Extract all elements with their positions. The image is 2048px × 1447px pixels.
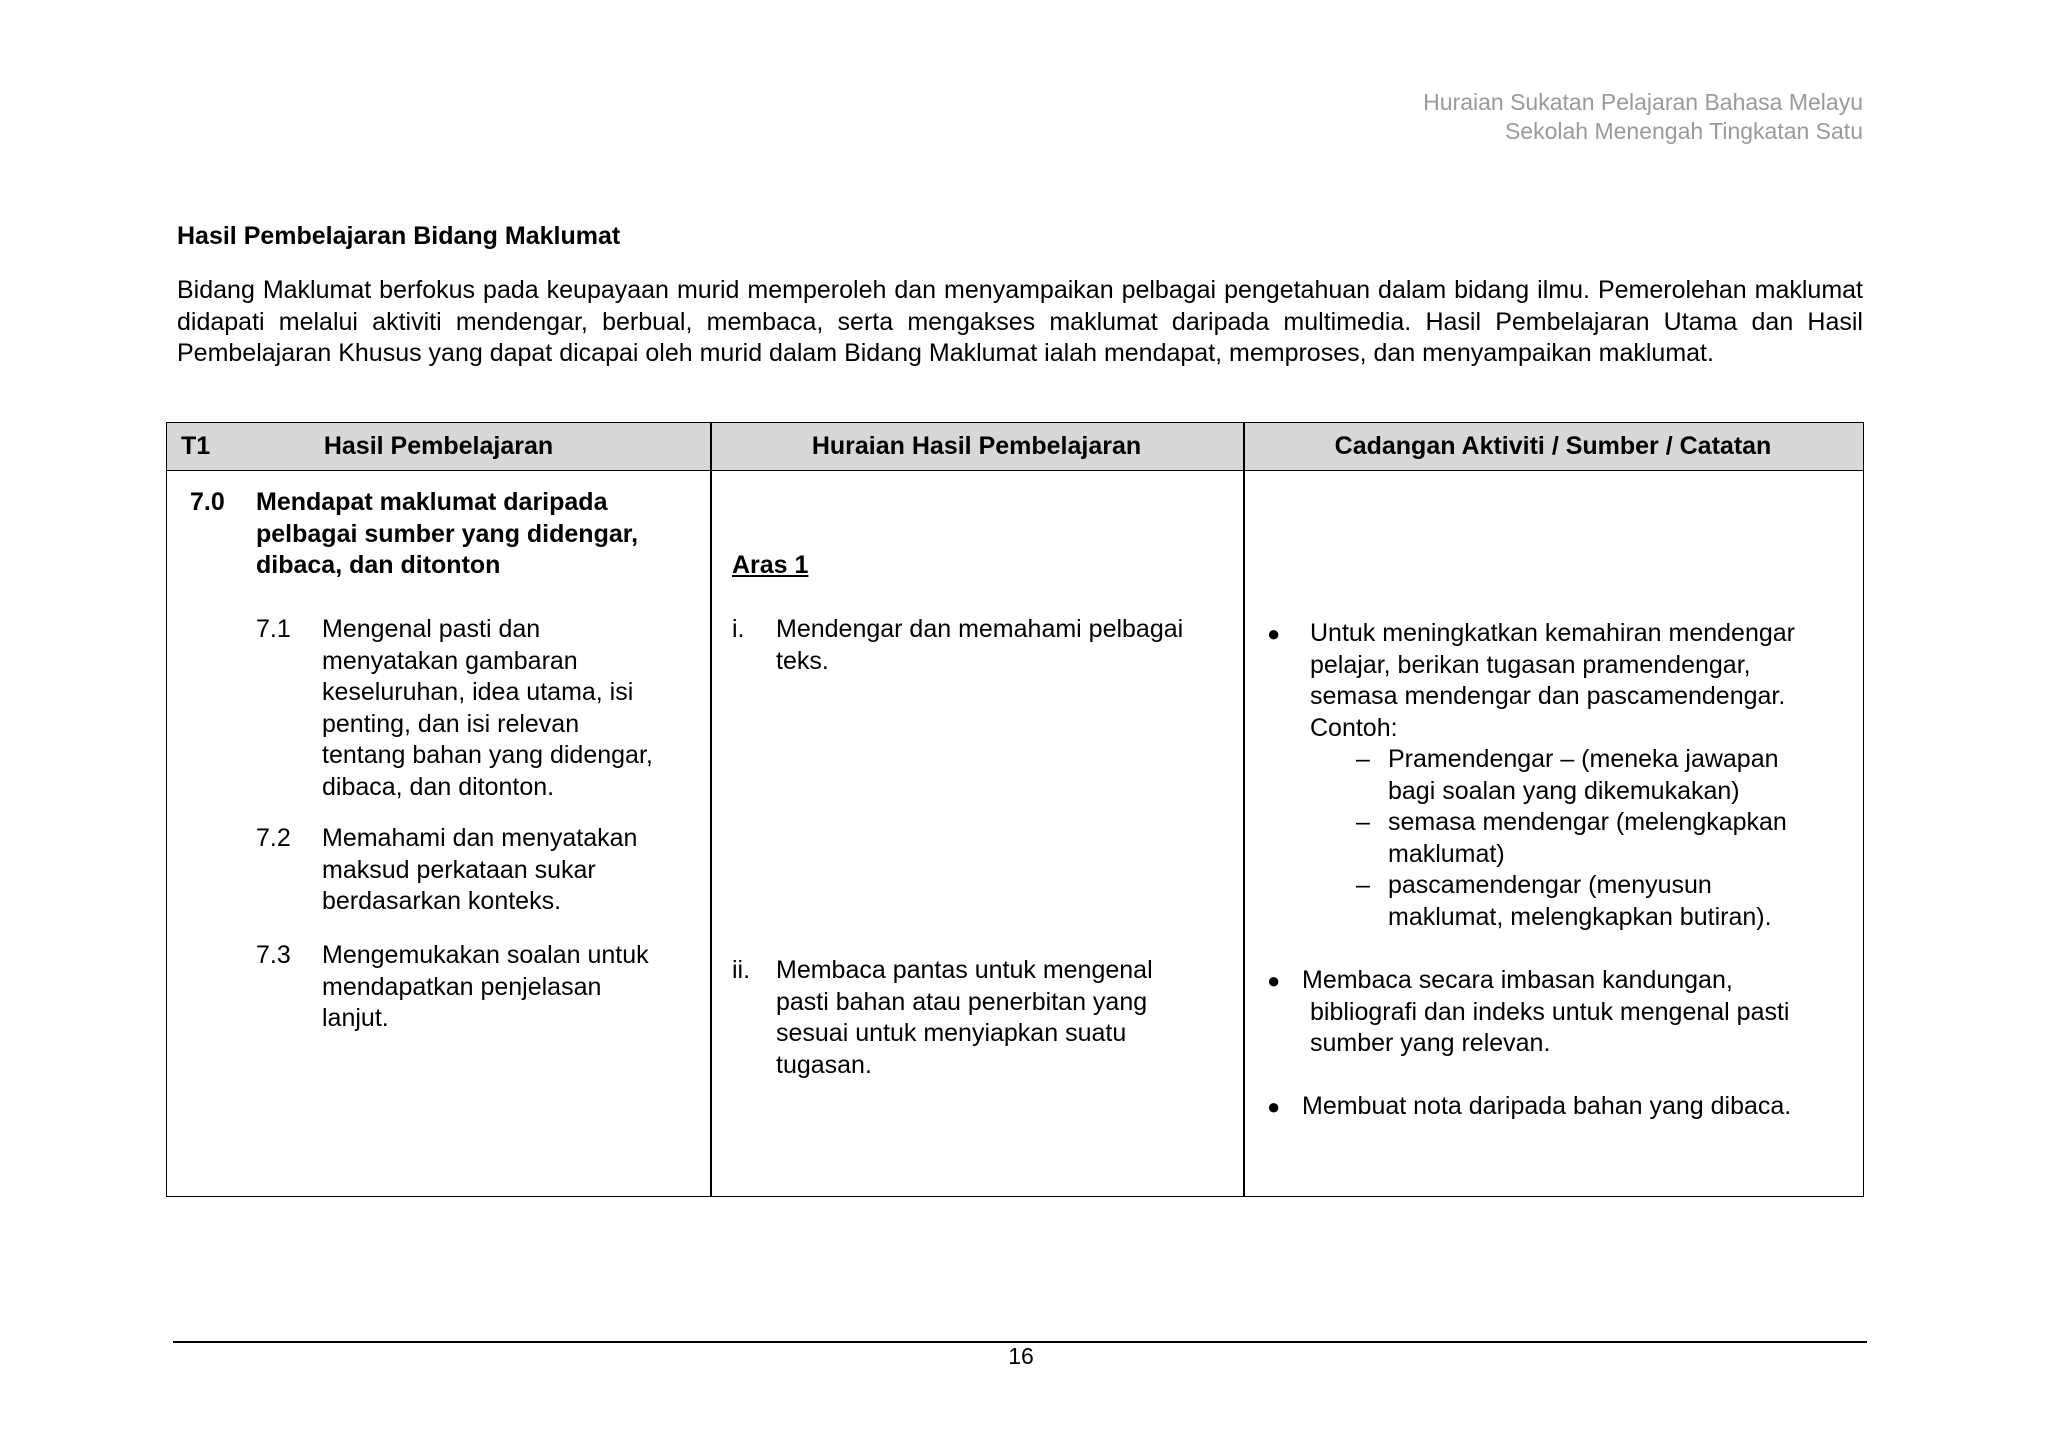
sub-outcome-line: mendapatkan penjelasan: [322, 972, 602, 1001]
huraian-line: sesuai untuk menyiapkan suatu: [776, 1019, 1127, 1047]
example-line: semasa mendengar (melengkapkan: [1388, 808, 1787, 836]
example-item-text: [1388, 870, 1772, 933]
suggestion-line: Contoh:: [1310, 713, 1398, 742]
huraian-line: Mendengar dan memahami pelbagai: [776, 615, 1184, 643]
sub-outcome-text: [322, 940, 649, 1035]
sub-outcome-line: Mengenal pasti dan: [322, 615, 541, 643]
sub-outcome-line: Mengemukakan soalan untuk: [322, 941, 649, 969]
section-title: Hasil Pembelajaran Bidang Maklumat: [177, 222, 621, 250]
sub-outcome-line: dibaca, dan ditonton.: [322, 772, 555, 801]
example-line: pascamendengar (menyusun: [1388, 871, 1712, 899]
example-line: maklumat): [1388, 839, 1505, 868]
huraian-numeral: i.: [732, 615, 745, 643]
sub-outcome-number: 7.3: [256, 941, 291, 969]
sub-outcome-line: maksud perkataan sukar: [322, 855, 596, 884]
huraian-line: teks.: [776, 646, 829, 675]
bullet-icon: ●: [1267, 1094, 1281, 1119]
huraian-line: tugasan.: [776, 1050, 872, 1079]
main-outcome-number: 7.0: [190, 488, 225, 516]
suggestion-line: pelajar, berikan tugasan pramendengar,: [1310, 650, 1751, 679]
sub-outcome-line: berdasarkan konteks.: [322, 887, 562, 915]
dash-icon: –: [1356, 808, 1370, 836]
main-outcome-line: pelbagai sumber yang didengar,: [256, 519, 639, 548]
dash-icon: –: [1356, 745, 1370, 773]
sub-outcome-number: 7.1: [256, 615, 291, 643]
suggestion-line: Untuk meningkatkan kemahiran mendengar: [1310, 619, 1795, 647]
sub-outcome-number: 7.2: [256, 824, 291, 852]
sub-outcome-line: menyatakan gambaran: [322, 646, 578, 675]
main-outcome-line: Mendapat maklumat daripada: [256, 488, 608, 516]
huraian-numeral: ii.: [732, 956, 751, 984]
column-divider: [710, 423, 712, 1196]
learning-outcomes-table: [166, 422, 1864, 1197]
example-line: Pramendengar – (meneka jawapan: [1388, 745, 1779, 773]
bullet-icon: ●: [1267, 621, 1281, 646]
dash-icon: –: [1356, 871, 1370, 899]
sub-outcome-text: [322, 823, 637, 918]
sub-outcome-line: penting, dan isi relevan: [322, 709, 580, 738]
running-header-line-1: Huraian Sukatan Pelajaran Bahasa Melayu: [1423, 89, 1863, 115]
suggestion-line: bibliografi dan indeks untuk mengenal pasti: [1310, 997, 1790, 1026]
main-outcome-text: [256, 487, 638, 582]
huraian-item-text: [776, 955, 1153, 1081]
page-number: 16: [1008, 1343, 1034, 1369]
huraian-line: pasti bahan atau penerbitan yang: [776, 987, 1148, 1016]
running-header: [1423, 88, 1863, 146]
example-line: maklumat, melengkapkan butiran).: [1388, 902, 1772, 931]
huraian-line: Membaca pantas untuk mengenal: [776, 956, 1153, 984]
header-hasil-pembelajaran: Hasil Pembelajaran: [323, 432, 554, 460]
suggestion-line: semasa mendengar dan pascamendengar.: [1310, 682, 1786, 710]
column-divider: [1243, 423, 1245, 1196]
main-outcome-line: dibaca, dan ditonton: [256, 551, 501, 579]
intro-paragraph: Bidang Maklumat berfokus pada keupayaan murid memperoleh dan menyampaikan pelbagai pengetahuan dalam bidang ilmu. Pemerolehan maklumat didapati melalui aktiviti mendengar, berbual, membaca, serta mengakses maklumat daripada multimedia. Hasil Pembelajaran Utama dan Hasil Pembelajaran Khusus yang dapat dicapai oleh murid dalam Bidang Maklumat ialah mendapat, memproses, dan menyampaikan maklumat.: [177, 276, 1863, 367]
suggestion-text: [1302, 965, 1789, 1060]
bullet-icon: ●: [1267, 968, 1281, 993]
table-header-row: [167, 423, 1863, 471]
sub-outcome-line: tentang bahan yang didengar,: [322, 741, 653, 769]
header-huraian: Huraian Hasil Pembelajaran: [811, 432, 1142, 460]
suggestion-line: sumber yang relevan.: [1310, 1029, 1551, 1057]
example-item-text: [1388, 807, 1787, 870]
sub-outcome-line: keseluruhan, idea utama, isi: [322, 678, 634, 706]
example-item-text: [1388, 744, 1779, 807]
huraian-item-text: [776, 614, 1183, 677]
suggestion-line: Membuat nota daripada bahan yang dibaca.: [1302, 1092, 1792, 1120]
sub-outcome-text: [322, 614, 653, 803]
sub-outcome-line: Memahami dan menyatakan: [322, 824, 638, 852]
running-header-line-2: Sekolah Menengah Tingkatan Satu: [1504, 118, 1863, 144]
example-line: bagi soalan yang dikemukakan): [1388, 776, 1740, 805]
sub-outcome-line: lanjut.: [322, 1004, 389, 1032]
header-cadangan: Cadangan Aktiviti / Sumber / Catatan: [1334, 432, 1772, 460]
suggestion-line: Membaca secara imbasan kandungan,: [1302, 966, 1733, 994]
level-heading: Aras 1: [732, 551, 809, 579]
suggestion-text: [1310, 618, 1795, 744]
header-t1: T1: [181, 432, 211, 460]
